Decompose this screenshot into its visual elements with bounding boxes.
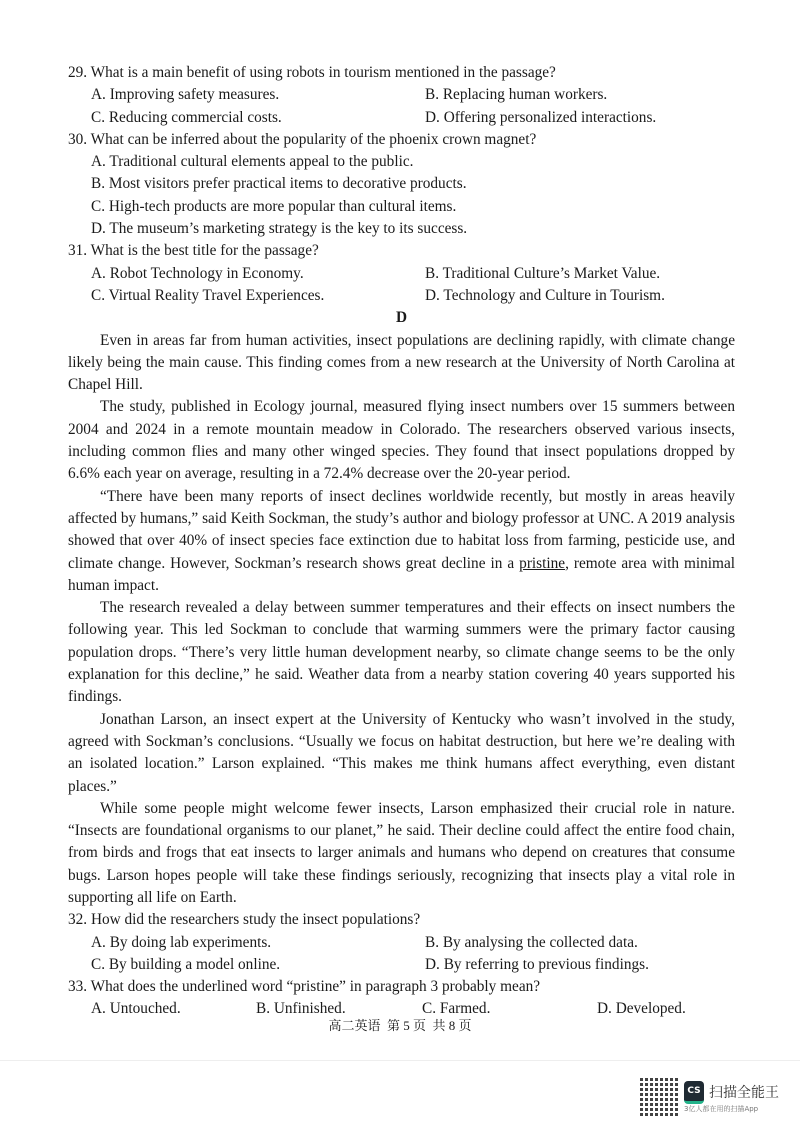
question-30: 30. What can be inferred about the popularity of the phoenix crown magnet? [68, 130, 537, 148]
option-d: D. Technology and Culture in Tourism. [425, 286, 665, 304]
option-a: A. By doing lab experiments. [91, 933, 272, 951]
exam-page [68, 62, 735, 1021]
scanner-watermark [640, 1078, 779, 1116]
paragraph-1: Even in areas far from human activities, insect populations are declining rapidly, with climate change likely being the main cause. This finding comes from a new research at the University of North Carolina at Chapel Hill. [68, 331, 735, 394]
option-a: A. Traditional cultural elements appeal to the public. [91, 153, 414, 171]
option-d: D. Developed. [597, 1000, 686, 1018]
option-d: D. By referring to previous findings. [425, 955, 649, 973]
paragraph-4: The research revealed a delay between summer temperatures and their effects on insect numbers the following year. This led Sockman to conclude that warming summers were the primary factor causing population drops. “There’s very little human development nearby, so climate change seems to be the only explanation for this decline,” he said. Weather data from a nearby station covering 40 years supported his findings. [68, 599, 735, 706]
option-c: C. Virtual Reality Travel Experiences. [91, 286, 325, 304]
option-b: B. Unfinished. [256, 1000, 346, 1018]
option-a: A. Robot Technology in Economy. [91, 264, 304, 282]
option-a: A. Improving safety measures. [91, 86, 280, 104]
option-c: C. Reducing commercial costs. [91, 108, 282, 126]
brand-name: 扫描全能王 [709, 1085, 779, 1101]
paragraph-2: The study, published in Ecology journal, measured flying insect numbers over 15 summers between 2004 and 2024 in a remote mountain meadow in Colorado. The researchers observed various insects, including common flies and many other winged species. They found that insect populations dropped by 6.6% each year on average, resulting in a 72.4% decrease over the 20-year period. [68, 398, 735, 483]
divider [0, 1060, 800, 1061]
option-b: B. Replacing human workers. [425, 86, 608, 104]
option-c: C. By building a model online. [91, 955, 281, 973]
option-c: C. High-tech products are more popular than cultural items. [91, 197, 457, 215]
question-29: 29. What is a main benefit of using robots in tourism mentioned in the passage? [68, 64, 556, 81]
option-b: B. By analysing the collected data. [425, 933, 638, 951]
camscanner-logo-icon: CS [684, 1081, 704, 1104]
option-b: B. Traditional Culture’s Market Value. [425, 264, 661, 282]
paragraph-3-text-end: , remote area with minimal human impact. [68, 554, 735, 594]
question-33: 33. What does the underlined word “pristine” in paragraph 3 probably mean? [68, 978, 541, 996]
question-31-options [68, 263, 735, 308]
option-a: A. Untouched. [91, 1000, 181, 1018]
question-31: 31. What is the best title for the passage? [68, 242, 319, 260]
brand-tagline: 3亿人都在用的扫描App [684, 1104, 759, 1113]
question-32: 32. How did the researchers study the insect populations? [68, 911, 421, 929]
paragraph-6: While some people might welcome fewer insects, Larson emphasized their crucial role in nature. “Insects are foundational organisms to our planet,” he said. Their decline could affect the entire food chain, from birds and frogs that eat insects to larger animals and humans who depend on creatures that consume bugs. Larson hopes people will take these findings seriously, recognizing that insects play a vital role in supporting all life on Earth. [68, 799, 735, 906]
option-c: C. Farmed. [422, 1000, 491, 1018]
question-29-options [68, 84, 735, 129]
section-label: D [395, 309, 408, 327]
qr-code-icon [640, 1078, 678, 1116]
paragraph-5: Jonathan Larson, an insect expert at the University of Kentucky who wasn’t involved in the study, agreed with Sockman’s conclusions. “Usually we focus on habitat destruction, but here we’re dealing with an isolated location.” Larson explained. “This makes me think humans affect everything, even distant places.” [68, 710, 735, 795]
paragraph-3 [68, 486, 735, 597]
underlined-word: pristine [519, 554, 566, 572]
option-d: D. Offering personalized interactions. [425, 108, 657, 126]
option-d: D. The museum’s marketing strategy is the key to its success. [91, 220, 468, 238]
question-32-options [68, 932, 735, 977]
option-b: B. Most visitors prefer practical items to decorative products. [91, 175, 467, 193]
page-footer: 高二英语 第 5 页 共 8 页 [328, 1018, 472, 1033]
paragraph-3-text: “There have been many reports of insect declines worldwide recently, but mostly in areas heavily affected by humans,” said Keith Sockman, the study’s author and biology professor at UNC. A 2019 analysis showed that over 40% of insect species face extinction due to habitat loss from farming, pesticide use, and climate change. However, Sockman’s research shows great decline in a [68, 487, 735, 572]
